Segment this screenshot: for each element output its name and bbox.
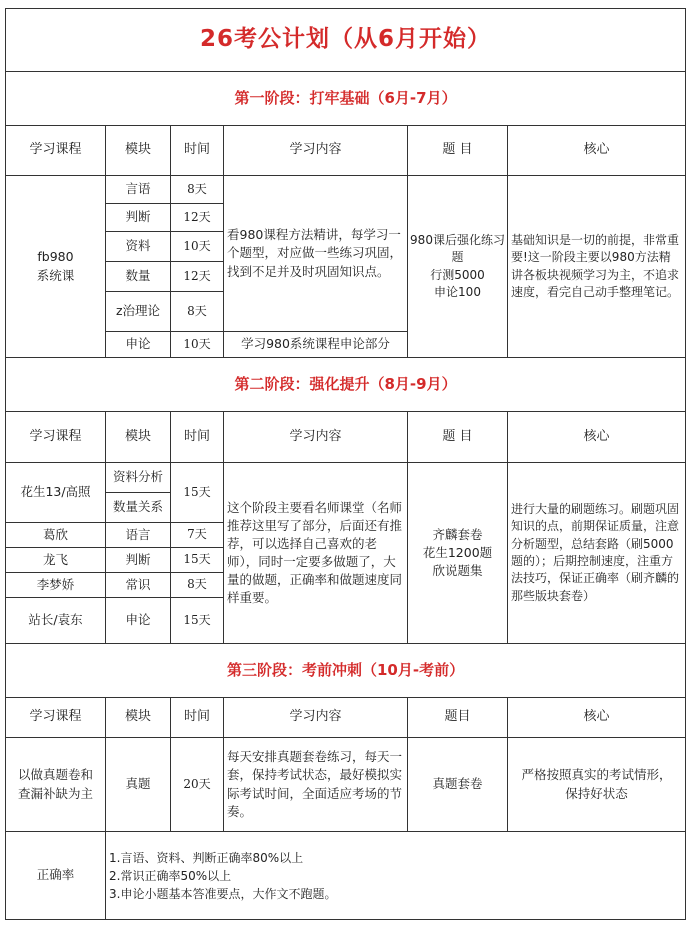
header-time: 时间 (171, 698, 224, 738)
stage1-module: 申论 (106, 332, 171, 358)
stage3-content: 每天安排真题套卷练习，每天一套，保持考试状态，最好模拟实际考试时间，全面适应考场的节奏。 (224, 738, 408, 832)
accuracy-label: 正确率 (6, 832, 106, 920)
header-course: 学习课程 (6, 412, 106, 463)
stage2-module: 申论 (106, 598, 171, 644)
stage1-time: 10天 (171, 232, 224, 262)
accuracy-item: 1.言语、资料、判断正确率80%以上 (109, 850, 304, 865)
stage3-time: 20天 (171, 738, 224, 832)
stage1-module: 数量 (106, 262, 171, 292)
header-questions: 题目 (408, 698, 508, 738)
stage2-time: 15天 (171, 463, 224, 523)
stage2-time: 7天 (171, 523, 224, 548)
stage2-core: 进行大量的刷题练习。刷题巩固知识的点，前期保证质量，注意分析题型，总结套路（刷5000题的）；后期控制速度，注重方法技巧，保证正确率（刷齐麟的那些版块套卷） (508, 463, 686, 644)
stage1-module: 言语 (106, 176, 171, 204)
header-course: 学习课程 (6, 126, 106, 176)
header-content: 学习内容 (224, 126, 408, 176)
stage2-course: 葛欣 (6, 523, 106, 548)
stage2-module: 判断 (106, 548, 171, 573)
stage1-time: 8天 (171, 176, 224, 204)
accuracy-item: 2.常识正确率50%以上 (109, 868, 232, 883)
header-content: 学习内容 (224, 698, 408, 738)
stage2-module: 语言 (106, 523, 171, 548)
accuracy-item: 3.申论小题基本答准要点，大作文不跑题。 (109, 886, 337, 901)
stage2-course: 李梦娇 (6, 573, 106, 598)
header-core: 核心 (508, 698, 686, 738)
stage1-module: z治理论 (106, 292, 171, 332)
stage2-module: 数量关系 (106, 493, 171, 523)
header-core: 核心 (508, 126, 686, 176)
stage2-questions: 齐麟套卷 花生1200题 欣说题集 (408, 463, 508, 644)
stage3-title: 第三阶段：考前冲刺（10月-考前） (6, 644, 686, 698)
stage1-title: 第一阶段：打牢基础（6月-7月） (6, 72, 686, 126)
accuracy-list (106, 832, 686, 920)
stage2-time: 8天 (171, 573, 224, 598)
stage3-module: 真题 (106, 738, 171, 832)
stage1-time: 10天 (171, 332, 224, 358)
stage1-module: 判断 (106, 204, 171, 232)
stage2-course: 花生13/高照 (6, 463, 106, 523)
header-core: 核心 (508, 412, 686, 463)
header-module: 模块 (106, 412, 171, 463)
stage3-course: 以做真题卷和 查漏补缺为主 (6, 738, 106, 832)
stage3-core: 严格按照真实的考试情形，保持好状态 (508, 738, 686, 832)
stage1-questions: 980课后强化练习题 行测5000 申论100 (408, 176, 508, 358)
stage1-course: fb980 系统课 (6, 176, 106, 358)
stage1-module: 资料 (106, 232, 171, 262)
header-time: 时间 (171, 412, 224, 463)
stage1-time: 12天 (171, 262, 224, 292)
header-content: 学习内容 (224, 412, 408, 463)
stage2-module: 常识 (106, 573, 171, 598)
stage2-content: 这个阶段主要看名师课堂（名师推荐这里写了部分，后面还有推荐，可以选择自己喜欢的老师），同时一定要多做题了，大量的做题，正确率和做题速度同样重要。 (224, 463, 408, 644)
stage1-core: 基础知识是一切的前提，非常重要!这一阶段主要以980方法精讲各板块视频学习为主，不追求速度，看完自己动手整理笔记。 (508, 176, 686, 358)
header-course: 学习课程 (6, 698, 106, 738)
stage2-course: 龙飞 (6, 548, 106, 573)
header-module: 模块 (106, 698, 171, 738)
stage3-questions: 真题套卷 (408, 738, 508, 832)
header-time: 时间 (171, 126, 224, 176)
stage2-course: 站长/袁东 (6, 598, 106, 644)
header-questions: 题 目 (408, 126, 508, 176)
stage2-module: 资料分析 (106, 463, 171, 493)
stage2-time: 15天 (171, 598, 224, 644)
stage2-time: 15天 (171, 548, 224, 573)
header-module: 模块 (106, 126, 171, 176)
stage2-title: 第二阶段：强化提升（8月-9月） (6, 358, 686, 412)
stage1-content: 看980课程方法精讲，每学习一个题型，对应做一些练习巩固，找到不足并及时巩固知识点。 (224, 176, 408, 332)
stage1-content-shenlun: 学习980系统课程申论部分 (224, 332, 408, 358)
plan-title: 26考公计划（从6月开始） (6, 9, 686, 72)
stage1-time: 8天 (171, 292, 224, 332)
plan-table (5, 8, 686, 920)
header-questions: 题 目 (408, 412, 508, 463)
stage1-time: 12天 (171, 204, 224, 232)
